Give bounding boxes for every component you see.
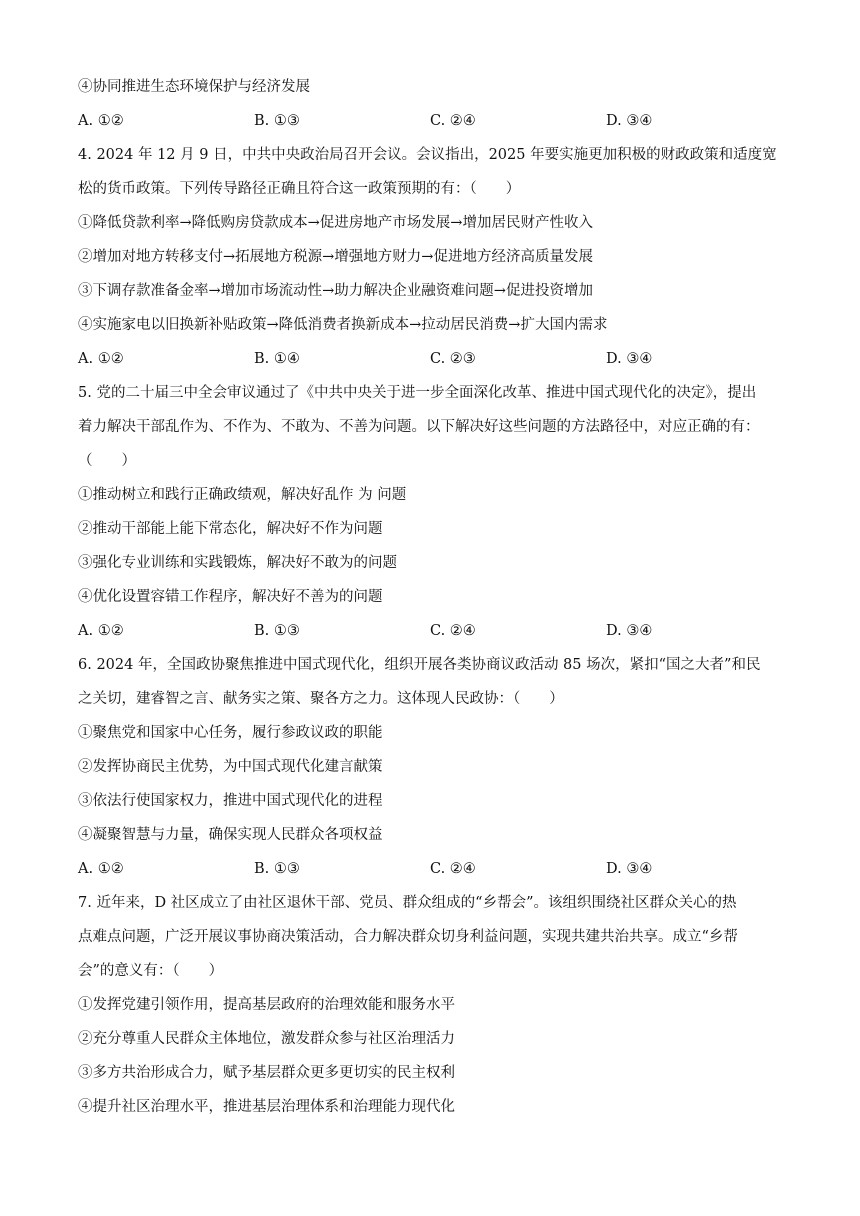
- option-c: C. ②④: [430, 623, 476, 639]
- question-stem: （ ）: [78, 453, 136, 469]
- question-item: ①发挥党建引领作用，提高基层政府的治理效能和服务水平: [78, 997, 455, 1013]
- option-d: D. ③④: [606, 623, 653, 639]
- question-stem: 点难点问题，广泛开展议事协商决策活动，合力解决群众切身利益问题，实现共建共治共享。成立“乡帮: [78, 929, 738, 945]
- question-stem: 6. 2024 年，全国政协聚焦推进中国式现代化，组织开展各类协商议政活动 85 场次，紧扣“国之大者”和民: [78, 657, 761, 673]
- option-c: C. ②③: [430, 351, 476, 367]
- question-item: ②充分尊重人民群众主体地位，激发群众参与社区治理活力: [78, 1031, 455, 1047]
- question-item: ④优化设置容错工作程序，解决好不善为的问题: [78, 589, 383, 605]
- option-d: D. ③④: [606, 113, 653, 129]
- question-item: ③多方共治形成合力，赋予基层群众更多更切实的民主权利: [78, 1065, 455, 1081]
- question-stem: 之关切，建睿智之言、献务实之策、聚各方之力。这体现人民政协：（ ）: [78, 691, 564, 707]
- answer-options: [78, 342, 798, 376]
- option-b: B. ①④: [254, 351, 300, 367]
- question-item: ④提升社区治理水平，推进基层治理体系和治理能力现代化: [78, 1099, 455, 1115]
- question-item: ③下调存款准备金率→增加市场流动性→助力解决企业融资难问题→促进投资增加: [78, 283, 593, 299]
- question-item: ④协同推进生态环境保护与经济发展: [78, 79, 310, 95]
- question-item: ②推动干部能上能下常态化，解决好不作为问题: [78, 521, 383, 537]
- option-c: C. ②④: [430, 861, 476, 877]
- question-item: ①推动树立和践行正确政绩观，解决好乱作 为 问题: [78, 487, 407, 503]
- option-a: A. ①②: [78, 113, 124, 129]
- option-a: A. ①②: [78, 623, 124, 639]
- answer-options: [78, 104, 798, 138]
- option-b: B. ①③: [254, 861, 300, 877]
- question-item: ②发挥协商民主优势，为中国式现代化建言献策: [78, 759, 383, 775]
- question-stem: 5. 党的二十届三中全会审议通过了《中共中央关于进一步全面深化改革、推进中国式现代化的决定》，提出: [78, 385, 757, 401]
- question-item: ②增加对地方转移支付→拓展地方税源→增强地方财力→促进地方经济高质量发展: [78, 249, 593, 265]
- option-c: C. ②④: [430, 113, 476, 129]
- question-4: [78, 138, 798, 376]
- option-a: A. ①②: [78, 351, 124, 367]
- question-item: ①聚焦党和国家中心任务，履行参政议政的职能: [78, 725, 383, 741]
- question-stem: 会”的意义有：（ ）: [78, 963, 224, 979]
- question-5: [78, 376, 798, 648]
- question-item: ④实施家电以旧换新补贴政策→降低消费者换新成本→拉动居民消费→扩大国内需求: [78, 317, 608, 333]
- option-b: B. ①③: [254, 623, 300, 639]
- exam-page: [78, 70, 798, 1124]
- question-stem: 4. 2024 年 12 月 9 日，中共中央政治局召开会议。会议指出，2025 年要实施更加积极的财政政策和适度宽: [78, 147, 777, 163]
- question-stem: 松的货币政策。下列传导路径正确且符合这一政策预期的有：（ ）: [78, 181, 521, 197]
- option-d: D. ③④: [606, 861, 653, 877]
- question-item: ①降低贷款利率→降低购房贷款成本→促进房地产市场发展→增加居民财产性收入: [78, 215, 593, 231]
- option-b: B. ①③: [254, 113, 300, 129]
- answer-options: [78, 852, 798, 886]
- question-stem: 7. 近年来，D 社区成立了由社区退休干部、党员、群众组成的“乡帮会”。该组织围绕社区群众关心的热: [78, 895, 737, 911]
- question-6: [78, 648, 798, 886]
- option-a: A. ①②: [78, 861, 124, 877]
- question-item: ③依法行使国家权力，推进中国式现代化的进程: [78, 793, 383, 809]
- question-item: ③强化专业训练和实践锻炼，解决好不敢为的问题: [78, 555, 397, 571]
- option-d: D. ③④: [606, 351, 653, 367]
- question-7: [78, 886, 798, 1124]
- question-stem: 着力解决干部乱作为、不作为、不敢为、不善为问题。以下解决好这些问题的方法路径中，对应正确的有：: [78, 419, 760, 435]
- answer-options: [78, 614, 798, 648]
- question-item: ④凝聚智慧与力量，确保实现人民群众各项权益: [78, 827, 383, 843]
